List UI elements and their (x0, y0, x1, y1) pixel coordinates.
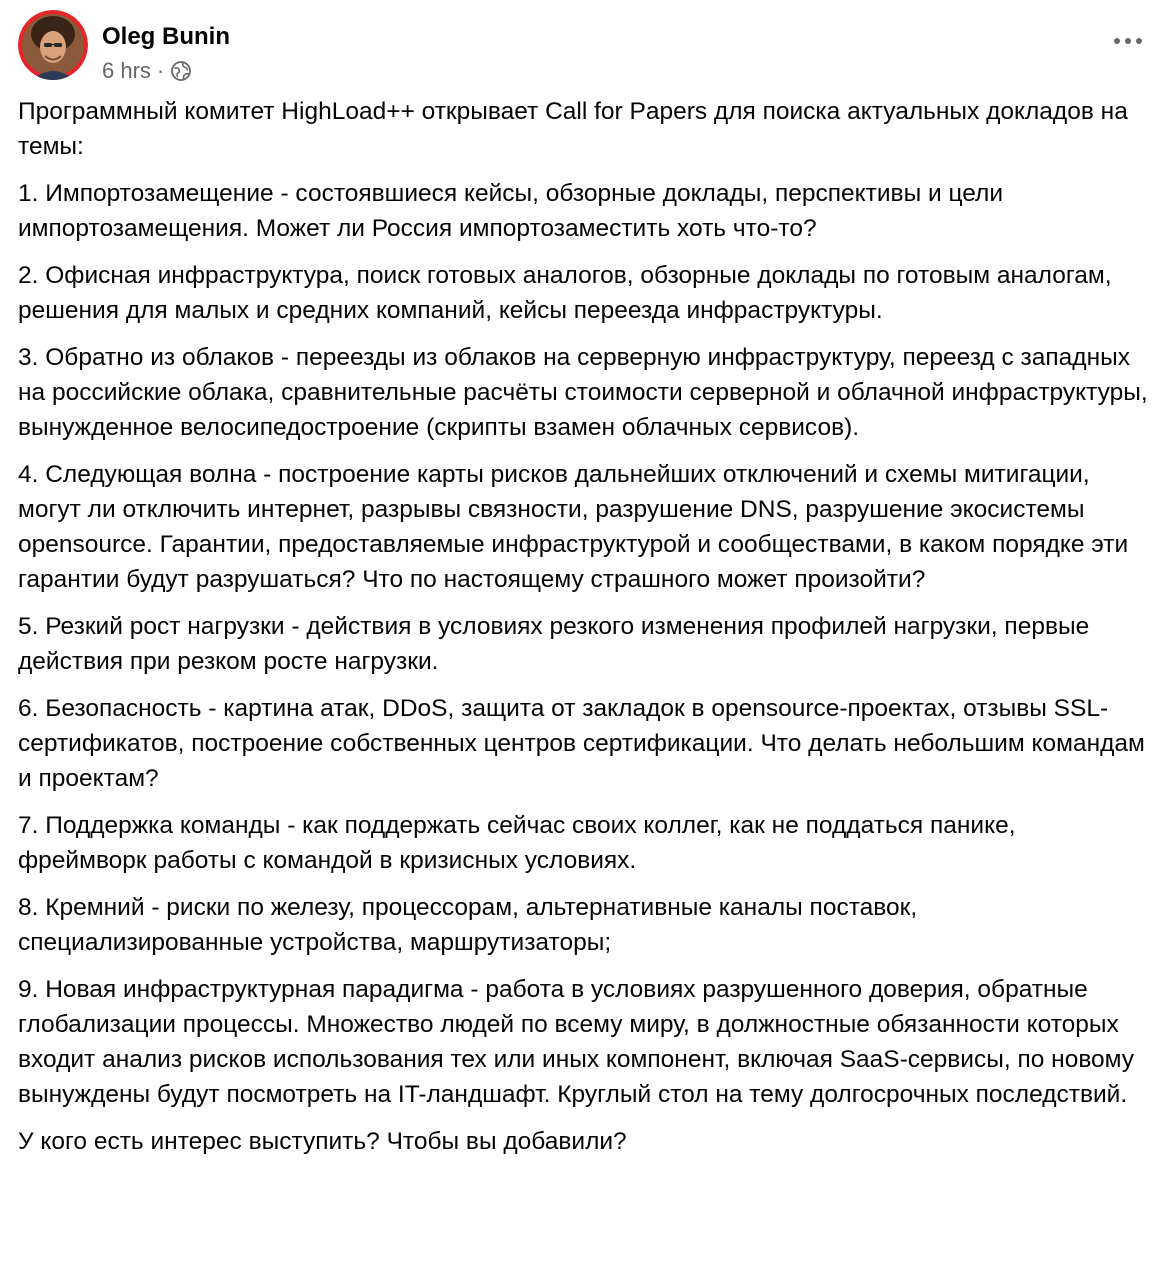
post-paragraph-1: 1. Импортозамещение - состоявшиеся кейсы, обзорные доклады, перспективы и цели импортозамещения. Может ли Россия импортозаместить хоть что-то? (18, 180, 1004, 242)
post-meta (102, 57, 192, 85)
post-body (18, 94, 1148, 1171)
post-timestamp[interactable]: 6 hrs (102, 58, 151, 83)
author-name[interactable]: Oleg Bunin (102, 23, 230, 50)
post-paragraph-7: 7. Поддержка команды - как поддержать сейчас своих коллег, как не поддаться панике, фреймворк работы с командой в кризисных условиях. (18, 812, 1016, 874)
more-options-icon[interactable] (1108, 26, 1148, 56)
post-paragraph-8: 8. Кремний - риски по железу, процессорам, альтернативные каналы поставок, специализированные устройства, маршрутизаторы; (18, 894, 918, 956)
post-paragraph-5: 5. Резкий рост нагрузки - действия в условиях резкого изменения профилей нагрузки, первые действия при резком росте нагрузки. (18, 613, 1090, 675)
post-paragraph-9: 9. Новая инфраструктурная парадигма - работа в условиях разрушенного доверия, обратные глобализации процессы. Множество людей по всему миру, в должностные обязанности которых входит анализ рисков использования тех или иных компонент, включая SaaS-сервисы, по новому вынуждены будут посмотреть на IT-ландшафт. Круглый стол на тему долгосрочных последствий. (18, 976, 1135, 1108)
post-paragraph-2: 2. Офисная инфраструктура, поиск готовых аналогов, обзорные доклады по готовым аналогам, решения для малых и средних компаний, кейсы переезда инфраструктуры. (18, 262, 1112, 324)
post-paragraph-3: 3. Обратно из облаков - переезды из облаков на серверную инфраструктуру, переезд с западных на российские облака, сравнительные расчёты стоимости серверной и облачной инфраструктуры, вынужденное велосипедостроение (скрипты взамен облачных сервисов). (18, 344, 1148, 441)
globe-icon (170, 60, 192, 82)
meta-separator: · (156, 58, 165, 83)
post-paragraph-6: 6. Безопасность - картина атак, DDoS, защита от закладок в opensource-проектах, отзывы SSL-сертификатов, построение собственных центров сертификации. Что делать небольшим командам и проектам? (18, 695, 1145, 792)
author-avatar[interactable] (18, 10, 88, 80)
post-paragraph-closing: У кого есть интерес выступить? Чтобы вы добавили? (18, 1128, 627, 1155)
post-header (18, 10, 1148, 83)
post-paragraph-intro: Программный комитет HighLoad++ открывает Call for Papers для поиска актуальных докладов на темы: (18, 98, 1128, 160)
post-paragraph-4: 4. Следующая волна - построение карты рисков дальнейших отключений и схемы митигации, могут ли отключить интернет, разрывы связности, разрушение DNS, разрушение экосистемы opensource. Гарантии, предоставляемые инфраструктурой и сообществами, в каком порядке эти гарантии будут разрушаться? Что по настоящему страшного может произойти? (18, 461, 1129, 593)
avatar-photo (18, 10, 88, 80)
